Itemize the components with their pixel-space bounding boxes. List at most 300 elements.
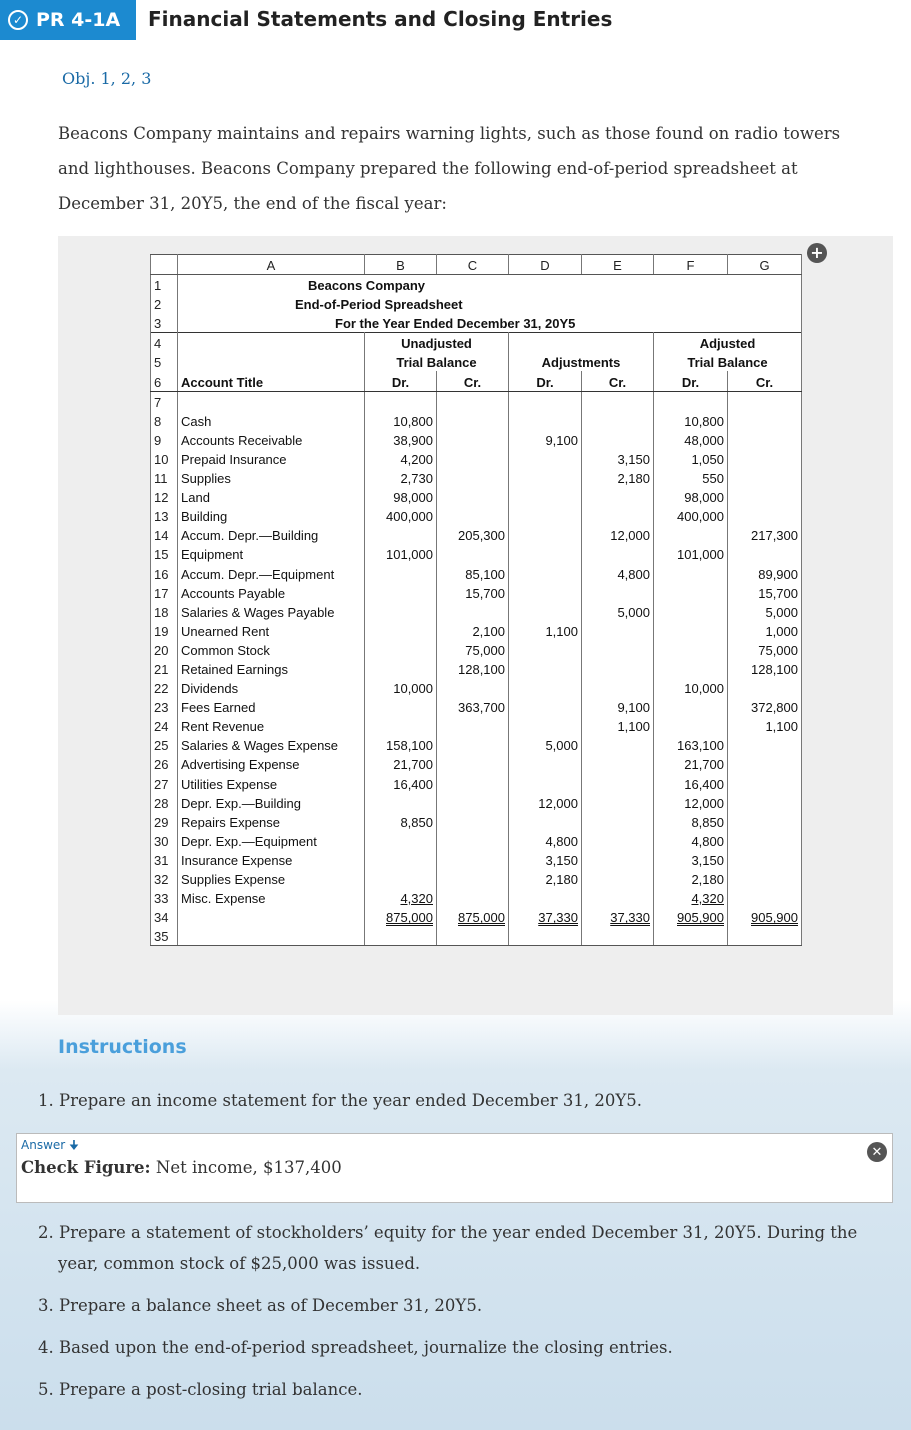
column-header: F [654,255,728,275]
adjusted-dr [654,583,728,602]
row-number: 10 [151,449,178,468]
adjustment-cr [582,812,654,831]
unadjusted-cr [437,430,509,449]
table-row [151,468,802,487]
account-name: Repairs Expense [178,812,365,831]
account-name: Supplies [178,468,365,487]
table-row [151,793,802,812]
row-number: 26 [151,754,178,773]
unadjusted-dr: 158,100 [365,735,437,754]
adjusted-dr: 400,000 [654,506,728,525]
account-title-header: Account Title [178,371,365,391]
adjustment-cr [582,487,654,506]
row-number: 9 [151,430,178,449]
adjustment-dr [509,888,582,907]
table-row [151,544,802,563]
unadjusted-dr: 16,400 [365,773,437,792]
instruction-step-4: 4. Based upon the end-of-period spreadsheet, journalize the closing entries. [38,1338,673,1357]
row-number: 8 [151,411,178,430]
account-name: Advertising Expense [178,754,365,773]
row-number: 21 [151,659,178,678]
unadjusted-dr: 10,000 [365,678,437,697]
adjusted-dr [654,697,728,716]
account-name: Supplies Expense [178,869,365,888]
unadjusted-cr [437,850,509,869]
table-row [151,869,802,888]
total-value: 37,330 [610,910,650,926]
close-icon[interactable]: ✕ [867,1142,887,1162]
adjustment-cr [582,583,654,602]
table-row [151,294,802,313]
end-of-period-spreadsheet [150,254,802,946]
table-row [151,391,802,411]
cr-header: Cr. [437,371,509,391]
account-name: Land [178,487,365,506]
unadjusted-dr: 4,200 [365,449,437,468]
unadjusted-cr [437,544,509,563]
table-row [151,313,802,333]
adjusted-cr: 1,000 [728,621,802,640]
table-row [151,831,802,850]
adjustment-dr [509,544,582,563]
adjusted-cr [728,907,802,926]
account-name: Unearned Rent [178,621,365,640]
problem-badge[interactable] [0,0,136,40]
cr-header: Cr. [728,371,802,391]
account-name: Accum. Depr.—Equipment [178,563,365,582]
table-row [151,352,802,371]
column-header: C [437,255,509,275]
adjustment-dr [509,812,582,831]
adjusted-dr [654,907,728,926]
unadjusted-cr: 85,100 [437,563,509,582]
account-name: Misc. Expense [178,888,365,907]
adjusted-dr: 4,320 [654,888,728,907]
unadjusted-dr [365,583,437,602]
instruction-step-5: 5. Prepare a post-closing trial balance. [38,1380,363,1399]
adjustment-cr [582,793,654,812]
adjusted-cr [728,506,802,525]
adjustment-cr: 5,000 [582,602,654,621]
adjusted-cr [728,735,802,754]
adjustment-dr [509,907,582,926]
row-number: 29 [151,812,178,831]
adjustment-dr [509,506,582,525]
spreadsheet-title: End-of-Period Spreadsheet [178,294,802,313]
unadjusted-cr [437,411,509,430]
adjustment-dr [509,697,582,716]
spreadsheet-period: For the Year Ended December 31, 20Y5 [178,313,802,333]
adjusted-cr: 5,000 [728,602,802,621]
adjustment-dr: 4,800 [509,831,582,850]
adjustment-dr: 3,150 [509,850,582,869]
instruction-step-3: 3. Prepare a balance sheet as of December 31, 20Y5. [38,1296,483,1315]
adjustment-cr [582,869,654,888]
unadjusted-cr [437,793,509,812]
unadjusted-cr: 363,700 [437,697,509,716]
adjustment-dr: 5,000 [509,735,582,754]
adjustment-cr: 2,180 [582,468,654,487]
row-number: 1 [151,275,178,295]
unadjusted-cr [437,449,509,468]
adjustment-cr [582,506,654,525]
adjustment-cr [582,430,654,449]
adjusted-label: Adjusted [654,333,802,353]
account-name: Accounts Payable [178,583,365,602]
row-number: 17 [151,583,178,602]
answer-toggle[interactable] [21,1136,79,1157]
adjusted-dr: 163,100 [654,735,728,754]
unadjusted-cr [437,735,509,754]
adjustment-dr [509,754,582,773]
table-row [151,506,802,525]
adjustment-cr [582,907,654,926]
row-number: 30 [151,831,178,850]
total-value: 905,900 [677,910,724,926]
unadjusted-dr [365,831,437,850]
total-value: 875,000 [458,910,505,926]
row-number: 22 [151,678,178,697]
unadjusted-cr [437,773,509,792]
table-row [151,563,802,582]
unadjusted-cr [437,907,509,926]
adjusted-cr [728,812,802,831]
unadjusted-dr: 8,850 [365,812,437,831]
adjusted-cr [728,831,802,850]
adjustments-label: Adjustments [509,352,654,371]
objectives: Obj. 1, 2, 3 [62,69,152,88]
expand-plus-icon[interactable]: + [807,243,827,263]
unadjusted-cr [437,888,509,907]
table-row [151,621,802,640]
adjusted-dr: 12,000 [654,793,728,812]
adjusted-dr: 98,000 [654,487,728,506]
adjustment-dr [509,525,582,544]
adjustment-cr [582,544,654,563]
adjusted-dr [654,602,728,621]
adjustment-cr [582,773,654,792]
row-number: 18 [151,602,178,621]
adjusted-dr [654,621,728,640]
table-row [151,678,802,697]
adjusted-cr: 217,300 [728,525,802,544]
row-number: 2 [151,294,178,313]
unadjusted-dr: 38,900 [365,430,437,449]
adjustment-dr [509,487,582,506]
problem-number: PR 4-1A [36,9,121,31]
unadjusted-dr [365,697,437,716]
adjustment-cr: 12,000 [582,525,654,544]
adjusted-dr [654,716,728,735]
cr-header: Cr. [582,371,654,391]
adjustment-dr: 9,100 [509,430,582,449]
column-header: E [582,255,654,275]
row-number: 14 [151,525,178,544]
row-number: 5 [151,352,178,371]
adjusted-dr: 2,180 [654,869,728,888]
adjusted-cr [728,773,802,792]
instruction-step-2: 2. Prepare a statement of stockholders’ equity for the year ended December 31, 20Y5. During the year, common stock of $25,000 was issued. [38,1223,858,1273]
row-number: 23 [151,697,178,716]
column-header-row [151,255,802,275]
adjusted-dr: 48,000 [654,430,728,449]
table-row [151,583,802,602]
corner-cell [151,255,178,275]
adjustment-dr: 1,100 [509,621,582,640]
unadjusted-dr: 2,730 [365,468,437,487]
unadjusted-cr [437,831,509,850]
row-number: 19 [151,621,178,640]
column-header: G [728,255,802,275]
account-name: Rent Revenue [178,716,365,735]
row-number: 25 [151,735,178,754]
adjustment-dr [509,583,582,602]
adjusted-cr [728,430,802,449]
table-row [151,716,802,735]
account-name: Utilities Expense [178,773,365,792]
unadjusted-cr: 15,700 [437,583,509,602]
table-row [151,640,802,659]
unadjusted-dr [365,659,437,678]
unadjusted-cr: 2,100 [437,621,509,640]
unadjusted-cr [437,716,509,735]
intro-paragraph: Beacons Company maintains and repairs warning lights, such as those found on radio towers and lighthouses. Beacons Company prepared the following end-of-period spreadsheet at December 31, 20Y5, the end of the fiscal year: [58,124,841,213]
adjusted-cr [728,468,802,487]
account-name: Equipment [178,544,365,563]
adjusted-cr [728,678,802,697]
dr-header: Dr. [509,371,582,391]
adjusted-dr: 10,000 [654,678,728,697]
adjusted-dr: 8,850 [654,812,728,831]
account-name: Prepaid Insurance [178,449,365,468]
row-number: 35 [151,926,178,946]
unadjusted-cr: 75,000 [437,640,509,659]
unadjusted-dr: 101,000 [365,544,437,563]
unadjusted-dr [365,640,437,659]
unadjusted-cr [437,754,509,773]
adjustment-cr: 3,150 [582,449,654,468]
adjusted-dr: 101,000 [654,544,728,563]
unadjusted-dr [365,907,437,926]
row-number: 16 [151,563,178,582]
adjusted-cr [728,888,802,907]
instructions-background [0,1000,911,1430]
adjustment-dr [509,640,582,659]
check-figure [21,1158,342,1177]
row-number: 7 [151,391,178,411]
adjusted-dr: 3,150 [654,850,728,869]
check-figure-value: Net income, $137,400 [155,1158,342,1177]
table-row [151,754,802,773]
unadjusted-dr [365,621,437,640]
unadjusted-cr [437,812,509,831]
unadjusted-dr: 10,800 [365,411,437,430]
row-number: 4 [151,333,178,353]
row-number: 28 [151,793,178,812]
adjustment-cr [582,850,654,869]
account-name: Salaries & Wages Payable [178,602,365,621]
adjustment-cr [582,411,654,430]
adjustment-dr [509,449,582,468]
adjusted-cr [728,411,802,430]
unadjusted-dr: 4,320 [365,888,437,907]
adjustment-dr: 12,000 [509,793,582,812]
unadjusted-dr [365,793,437,812]
adjustment-dr: 2,180 [509,869,582,888]
adjusted-dr: 16,400 [654,773,728,792]
table-row [151,812,802,831]
table-row [151,602,802,621]
unadjusted-dr [365,850,437,869]
account-name [178,907,365,926]
table-row [151,430,802,449]
unadjusted-dr [365,869,437,888]
table-row [151,907,802,926]
adjustment-dr [509,563,582,582]
unadjusted-label: Unadjusted [365,333,509,353]
account-name: Dividends [178,678,365,697]
adjusted-cr [728,850,802,869]
account-name: Common Stock [178,640,365,659]
adjustment-cr [582,735,654,754]
adjusted-dr: 10,800 [654,411,728,430]
unadjusted-dr: 21,700 [365,754,437,773]
adjusted-dr [654,640,728,659]
row-number: 33 [151,888,178,907]
adjusted-cr [728,487,802,506]
adjusted-trial-balance-label: Trial Balance [654,352,802,371]
adjustment-dr [509,678,582,697]
adjustment-dr [509,411,582,430]
row-number: 24 [151,716,178,735]
adjustment-dr [509,716,582,735]
row-number: 27 [151,773,178,792]
adjustment-cr [582,831,654,850]
account-name: Cash [178,411,365,430]
unadjusted-dr [365,525,437,544]
account-name: Salaries & Wages Expense [178,735,365,754]
adjusted-dr [654,659,728,678]
adjusted-dr: 4,800 [654,831,728,850]
row-number: 31 [151,850,178,869]
unadjusted-cr: 205,300 [437,525,509,544]
table-row [151,850,802,869]
account-name: Retained Earnings [178,659,365,678]
row-number: 34 [151,907,178,926]
account-name: Fees Earned [178,697,365,716]
total-value: 875,000 [386,910,433,926]
adjustment-cr: 4,800 [582,563,654,582]
adjustment-cr [582,678,654,697]
table-row [151,411,802,430]
adjustment-dr [509,602,582,621]
unadjusted-cr [437,506,509,525]
account-name: Building [178,506,365,525]
account-name: Depr. Exp.—Equipment [178,831,365,850]
adjusted-dr: 550 [654,468,728,487]
row-number: 6 [151,371,178,391]
answer-panel [16,1133,893,1203]
adjusted-cr: 75,000 [728,640,802,659]
table-row [151,926,802,946]
problem-title: Financial Statements and Closing Entries [148,7,613,31]
check-figure-label: Check Figure: [21,1158,151,1177]
adjustment-cr: 9,100 [582,697,654,716]
dr-header: Dr. [654,371,728,391]
adjusted-cr: 1,100 [728,716,802,735]
adjusted-dr: 1,050 [654,449,728,468]
instruction-step-1: 1. Prepare an income statement for the year ended December 31, 20Y5. [38,1091,642,1110]
row-number: 13 [151,506,178,525]
adjusted-dr: 21,700 [654,754,728,773]
adjusted-cr [728,793,802,812]
adjustment-cr: 1,100 [582,716,654,735]
total-value: 905,900 [751,910,798,926]
unadjusted-cr [437,678,509,697]
row-number: 3 [151,313,178,333]
total-value: 37,330 [538,910,578,926]
unadjusted-cr [437,869,509,888]
account-name: Depr. Exp.—Building [178,793,365,812]
adjustment-cr [582,640,654,659]
adjusted-cr: 15,700 [728,583,802,602]
answer-label: Answer [21,1138,66,1152]
unadjusted-dr [365,563,437,582]
column-header: A [178,255,365,275]
unadjusted-dr: 400,000 [365,506,437,525]
table-row [151,487,802,506]
adjusted-cr: 128,100 [728,659,802,678]
instructions-heading: Instructions [58,1036,187,1058]
adjusted-dr [654,563,728,582]
table-row [151,275,802,295]
company-name: Beacons Company [178,275,802,295]
adjusted-cr [728,449,802,468]
table-row [151,525,802,544]
adjustment-cr [582,621,654,640]
adjusted-cr: 372,800 [728,697,802,716]
adjustment-cr [582,888,654,907]
unadjusted-cr [437,602,509,621]
unadjusted-cr: 128,100 [437,659,509,678]
row-number: 20 [151,640,178,659]
row-number: 11 [151,468,178,487]
check-circle-icon: ✓ [8,10,28,30]
unadjusted-cr [437,468,509,487]
unadjusted-trial-balance-label: Trial Balance [365,352,509,371]
column-header: B [365,255,437,275]
unadjusted-dr: 98,000 [365,487,437,506]
dr-header: Dr. [365,371,437,391]
adjusted-cr [728,754,802,773]
adjustment-dr [509,659,582,678]
table-row [151,735,802,754]
table-row [151,371,802,391]
adjustment-dr [509,468,582,487]
unadjusted-dr [365,602,437,621]
table-row [151,773,802,792]
table-row [151,697,802,716]
account-name: Accounts Receivable [178,430,365,449]
problem-header [0,0,911,40]
unadjusted-dr [365,716,437,735]
arrow-down-icon: 🠋 [69,1138,79,1152]
unadjusted-cr [437,487,509,506]
column-header: D [509,255,582,275]
account-name: Accum. Depr.—Building [178,525,365,544]
adjusted-cr [728,544,802,563]
adjusted-dr [654,525,728,544]
